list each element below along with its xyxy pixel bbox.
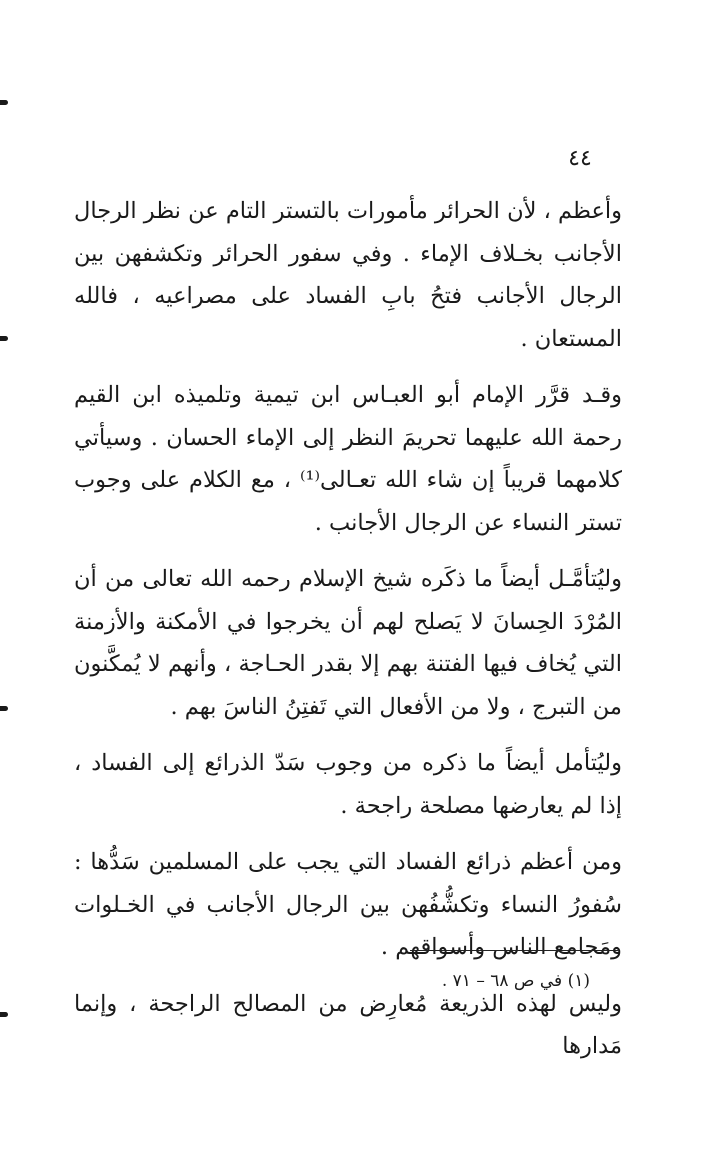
footnote-divider [410,950,618,951]
paragraph-3: وليُتأمَّـل أيضاً ما ذكَره شيخ الإسلام رحمه الله تعالى من أن المُرْدَ الحِسانَ لا يَصلح لهم أن يخرجوا في الأمكنة والأزمنة التي يُخاف فيها الفتنة بهم إلا بقدر الحـاجة ، وأنهم لا يُمكَّنون من التبرج ، ولا من الأفعال التي تَفتِنُ الناسَ بهم . [74,566,622,720]
paragraph-5: ومن أعظم ذرائع الفساد التي يجب على المسلمين سَدُّها : سُفورُ النساء وتكشُّفُهن بين الرجال الأجانب في الخـلوات ومَجامع الناس وأسواقهم . [74,849,622,960]
margin-mark [0,100,8,105]
footnote: (١) في ص ٦٨ – ٧١ . [441,971,590,991]
margin-mark [0,336,8,341]
paragraph-2: وقـد قرَّر الإمام أبو العبـاس ابن تيمية وتلميذه ابن القيم رحمة الله عليهما تحريمَ النظر إلى الإماء الحسان . وسيأتي كلامهما قريباً إن شاء الله تعـالى⁽¹⁾ ، مع الكلام على وجوب تستر النساء عن الرجال الأجانب . [74,382,622,536]
paragraph-6: وليس لهذه الذريعة مُعارِض من المصالح الراجحة ، وإنما مَدارها [74,990,622,1059]
margin-mark [0,1012,8,1017]
margin-mark [0,706,8,711]
paragraph-4: وليُتأمل أيضاً ما ذكره من وجوب سَدّ الذرائع إلى الفساد ، إذا لم يعارضها مصلحة راجحة . [74,750,622,819]
page-number: ٤٤ [568,146,592,171]
paragraph-1: وأعظم ، لأن الحرائر مأمورات بالتستر التام عن نظر الرجال الأجانب بخـلاف الإماء . وفي سفور الحرائر وتكشفهن بين الرجال الأجانب فتحُ بابِ الفساد على مصراعيه ، فالله المستعان . [74,198,622,352]
body-text [74,190,622,1082]
